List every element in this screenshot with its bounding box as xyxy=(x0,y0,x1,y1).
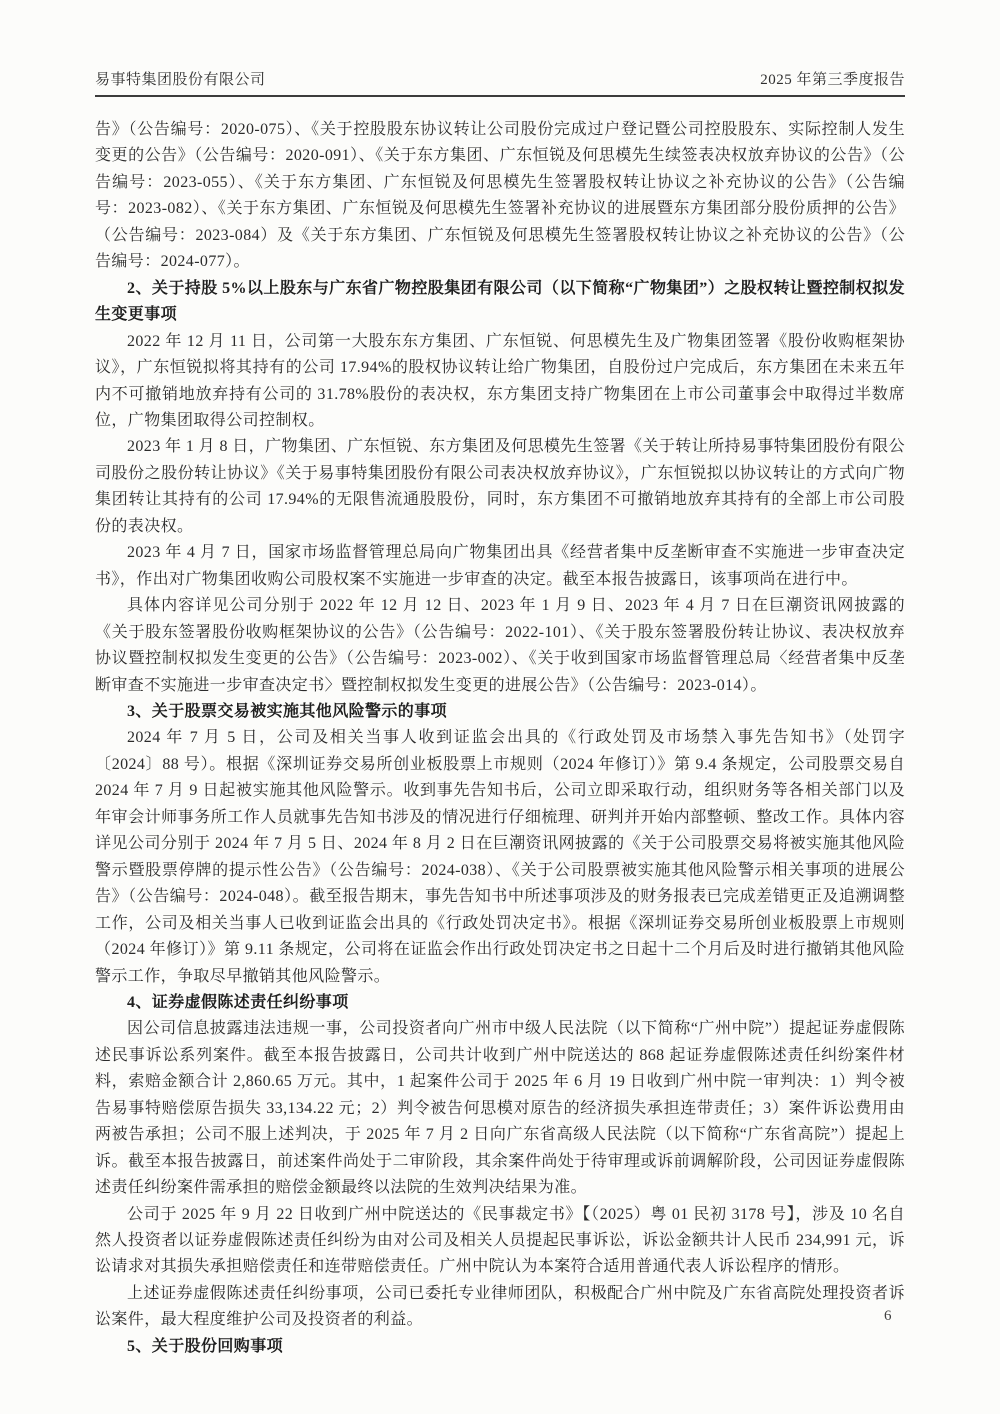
paragraph-antitrust-review-2023: 2023 年 4 月 7 日，国家市场监督管理总局向广物集团出具《经营者集中反垄断审查不实施进一步审查决定书》，作出对广物集团收购公司股权案不实施进一步审查的决定。截至本报告披露日，该事项尚在进行中。 xyxy=(95,544,905,588)
report-title: 2025 年第三季度报告 xyxy=(760,72,905,88)
section-heading-3: 3、关于股票交易被实施其他风险警示的事项 xyxy=(127,702,448,720)
paragraph-civil-ruling: 公司于 2025 年 9 月 22 日收到广州中院送达的《民事裁定书》【（2025）粤 01 民初 3178 号】，涉及 10 名自然人投资者以证券虚假陈述责任纠纷为由对公司及相关人员提起民事诉讼，诉讼金额共计人民币 234,991 元，诉讼请求对其损失承担赔偿责任和连带赔偿责任。广州中院认为本案符合适用普通代表人诉讼程序的情形。 xyxy=(95,1205,905,1276)
document-body xyxy=(95,117,905,1360)
company-name: 易事特集团股份有限公司 xyxy=(95,72,266,88)
paragraph-risk-warning: 2024 年 7 月 5 日，公司及相关当事人收到证监会出具的《行政处罚及市场禁入事先告知书》（处罚字〔2024〕88 号）。根据《深圳证券交易所创业板股票上市规则（2024 年修订）》第 9.4 条规定，公司股票交易自 2024 年 7 月 9 日起被实施其他风险警示。收到事先告知书后，公司立即采取行动，组织财务等各相关部门以及年审会计师事务所工作人员就事先告知书涉及的情况进行仔细梳理、研判并开始内部整顿、整改工作。具体内容详见公司分别于 2024 年 7 月 5 日、2024 年 8 月 2 日在巨潮资讯网披露的《关于公司股票交易将被实施其他风险警示暨股票停牌的提示性公告》（公告编号：2024-038）、《关于公司股票被实施其他风险警示相关事项的进展公告》（公告编号：2024-048）。截至报告期末，事先告知书中所述事项涉及的财务报表已完成差错更正及追溯调整工作，公司及相关当事人已收到证监会出具的《行政处罚决定书》。根据《深圳证券交易所创业板股票上市规则（2024 年修订）》第 9.11 条规定，公司将在证监会作出行政处罚决定书之日起十二个月后及时进行撤销其他风险警示工作，争取尽早撤销其他风险警示。 xyxy=(95,729,905,985)
paragraph-announcements-continuation: 告》（公告编号：2020-075）、《关于控股股东协议转让公司股份完成过户登记暨公司控股股东、实际控制人发生变更的公告》（公告编号：2020-091）、《关于东方集团、广东恒锐及何思模先生续签表决权放弃协议的公告》（公告编号：2023-055）、《关于东方集团、广东恒锐及何思模先生签署股权转让协议之补充协议的公告》（公告编号：2023-082）、《关于东方集团、广东恒锐及何思模先生签署补充协议的进展暨东方集团部分股份质押的公告》（公告编号：2023-084）及《关于东方集团、广东恒锐及何思模先生签署股权转让协议之补充协议的公告》（公告编号：2024-077）。 xyxy=(95,121,905,271)
paragraph-lawyer-team: 上述证券虚假陈述责任纠纷事项，公司已委托专业律师团队，积极配合广州中院及广东省高院处理投资者诉讼案件，最大程度维护公司及投资者的利益。 xyxy=(95,1284,905,1329)
section-heading-4: 4、证券虚假陈述责任纠纷事项 xyxy=(127,993,349,1011)
paragraph-framework-agreement-2022: 2022 年 12 月 11 日，公司第一大股东东方集团、广东恒锐、何思模先生及广物集团签署《股份收购框架协议》，广东恒锐拟将其持有的公司 17.94%的股权协议转让给广物集团，自股份过户完成后，东方集团在未来五年内不可撤销地放弃持有公司的 31.78%股份的表决权，东方集团支持广物集团在上市公司董事会中取得过半数席位，广物集团取得公司控制权。 xyxy=(95,332,905,429)
page-header xyxy=(95,68,905,97)
paragraph-disclosure-details: 具体内容详见公司分别于 2022 年 12 月 12 日、2023 年 1 月 9 日、2023 年 4 月 7 日在巨潮资讯网披露的《关于股东签署股份收购框架协议的公告》（公告编号：2022-101）、《关于股东签署股份转让协议、表决权放弃协议暨控制权拟发生变更的公告》（公告编号：2023-002）、《关于收到国家市场监督管理总局〈经营者集中反垄断审查不实施进一步审查决定书〉暨控制权拟发生变更的进展公告》（公告编号：2023-014）。 xyxy=(95,597,905,694)
page-number: 6 xyxy=(884,1308,892,1324)
paragraph-litigation-cases: 因公司信息披露违法违规一事，公司投资者向广州市中级人民法院（以下简称“广州中院”）提起证券虚假陈述民事诉讼系列案件。截至本报告披露日，公司共计收到广州中院送达的 868 起证券虚假陈述责任纠纷案件材料，索赔金额合计 2,860.65 万元。其中，1 起案件公司于 2025 年 6 月 19 日收到广州中院一审判决：1）判令被告易事特赔偿原告损失 33,134.22 元；2）判令被告何思模对原告的经济损失承担连带责任；3）案件诉讼费用由两被告承担；公司不服上述判决，于 2025 年 7 月 2 日向广东省高级人民法院（以下简称“广东省高院”）提起上诉。截至本报告披露日，前述案件尚处于二审阶段，其余案件尚处于待审理或诉前调解阶段，公司因证券虚假陈述责任纠纷案件需承担的赔偿金额最终以法院的生效判决结果为准。 xyxy=(95,1020,905,1197)
section-heading-5: 5、关于股份回购事项 xyxy=(127,1337,284,1355)
section-heading-2: 2、关于持股 5%以上股东与广东省广物控股集团有限公司（以下简称“广物集团”）之股权转让暨控制权拟发生变更事项 xyxy=(95,279,905,324)
paragraph-transfer-agreement-2023: 2023 年 1 月 8 日，广物集团、广东恒锐、东方集团及何思模先生签署《关于转让所持易事特集团股份有限公司股份之股份转让协议》《关于易事特集团股份有限公司表决权放弃协议》，广东恒锐拟以协议转让的方式向广物集团转让其持有的公司 17.94%的无限售流通股股份，同时，东方集团不可撤销地放弃其持有的全部上市公司股份的表决权。 xyxy=(95,438,905,535)
